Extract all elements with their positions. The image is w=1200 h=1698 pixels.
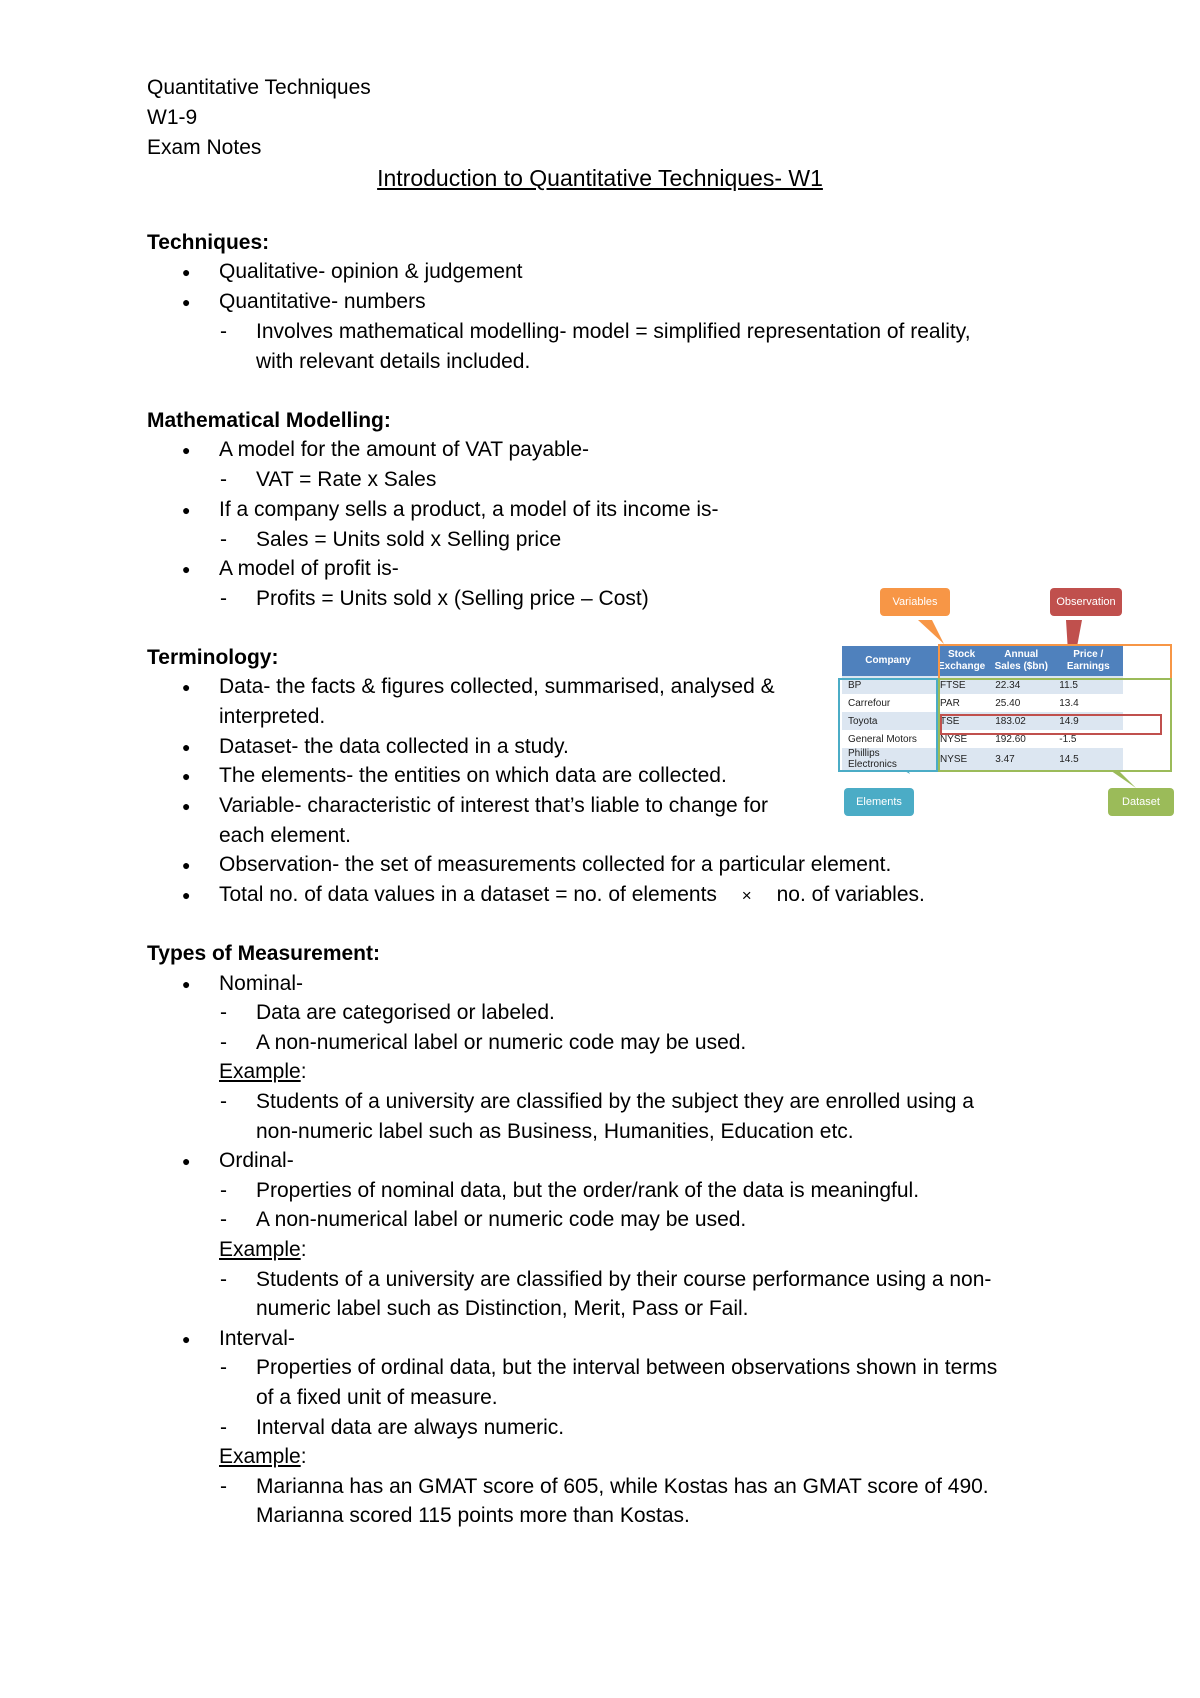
- table-cell: Toyota: [842, 712, 934, 730]
- variables-highlight: [938, 644, 1172, 680]
- column-header: Company: [842, 646, 934, 676]
- sub-item: - Sales = Units sold x Selling price: [256, 525, 561, 555]
- sub-item: - Students of a university are classified by the subject they are enrolled using a: [256, 1087, 974, 1117]
- list-item-continuation: interpreted.: [219, 705, 326, 728]
- multiply-symbol: ×: [741, 886, 752, 905]
- table-cell: NYSE: [934, 730, 989, 748]
- sub-item: - A non-numerical label or numeric code may be used.: [256, 1028, 746, 1058]
- table-cell: Phillips Electronics: [842, 748, 934, 770]
- dataset-callout: Dataset: [1108, 788, 1174, 816]
- column-header: Annual Sales ($bn): [989, 646, 1053, 676]
- example-label: [219, 1442, 307, 1472]
- example-word: Example: [219, 1445, 301, 1468]
- sub-item: - Profits = Units sold x (Selling price – Cost): [256, 584, 649, 614]
- list-item: ● Qualitative- opinion & judgement: [219, 257, 523, 287]
- sub-item-continuation: numeric label such as Distinction, Merit, Pass or Fail.: [256, 1297, 749, 1320]
- observation-highlight: [940, 714, 1162, 735]
- list-item: ● Dataset- the data collected in a study.: [219, 732, 569, 762]
- list-item: ● A model of profit is-: [219, 554, 399, 584]
- sub-item: - Data are categorised or labeled.: [256, 998, 555, 1028]
- sub-item: - A non-numerical label or numeric code may be used.: [256, 1205, 746, 1235]
- list-item: ● If a company sells a product, a model of its income is-: [219, 495, 719, 525]
- elements-callout: Elements: [844, 788, 914, 816]
- list-item: ● Observation- the set of measurements collected for a particular element.: [219, 850, 891, 880]
- sub-item: - Properties of nominal data, but the order/rank of the data is meaningful.: [256, 1176, 919, 1206]
- table-cell: 183.02: [989, 712, 1053, 730]
- list-item-continuation: each element.: [219, 824, 351, 847]
- sub-item: - Properties of ordinal data, but the interval between observations shown in terms: [256, 1353, 997, 1383]
- list-item: ● Ordinal-: [219, 1146, 294, 1176]
- table-cell: Carrefour: [842, 694, 934, 712]
- table-cell: 25.40: [989, 694, 1053, 712]
- course-name: Quantitative Techniques: [147, 76, 371, 99]
- list-item: [219, 880, 925, 911]
- sub-item: - Marianna has an GMAT score of 605, while Kostas has an GMAT score of 490.: [256, 1472, 989, 1502]
- example-label: [219, 1057, 307, 1087]
- techniques-heading: Techniques:: [147, 231, 270, 254]
- table-cell: 11.5: [1053, 676, 1123, 694]
- example-colon: :: [300, 1238, 307, 1261]
- variables-callout: Variables: [880, 588, 950, 616]
- list-item: ● Nominal-: [219, 969, 303, 999]
- list-item: ● The elements- the entities on which data are collected.: [219, 761, 727, 791]
- dataset-diagram: [836, 588, 1180, 828]
- table-cell: General Motors: [842, 730, 934, 748]
- sub-item-continuation: of a fixed unit of measure.: [256, 1386, 498, 1409]
- sub-item-continuation: non-numeric label such as Business, Humanities, Education etc.: [256, 1120, 854, 1143]
- table-cell: 14.9: [1053, 712, 1123, 730]
- sub-item-continuation: Marianna scored 115 points more than Kostas.: [256, 1504, 690, 1527]
- table-cell: 14.5: [1053, 748, 1123, 770]
- list-item: ● A model for the amount of VAT payable-: [219, 435, 589, 465]
- list-item: ● Variable- characteristic of interest that’s liable to change for: [219, 791, 768, 821]
- column-header: Stock Exchange: [934, 646, 989, 676]
- example-word: Example: [219, 1060, 301, 1083]
- table-cell: 192.60: [989, 730, 1053, 748]
- variables-pointer: [918, 620, 944, 644]
- doc-type-label: Exam Notes: [147, 136, 262, 159]
- modelling-heading: Mathematical Modelling:: [147, 409, 391, 432]
- table-cell: 3.47: [989, 748, 1053, 770]
- table-cell: 22.34: [989, 676, 1053, 694]
- table-cell: BP: [842, 676, 934, 694]
- table-cell: -1.5: [1053, 730, 1123, 748]
- sub-item: - Students of a university are classified by their course performance using a non-: [256, 1265, 991, 1295]
- example-label: [219, 1235, 307, 1265]
- weeks-label: W1-9: [147, 106, 198, 129]
- table-cell: PAR: [934, 694, 989, 712]
- table-cell: 13.4: [1053, 694, 1123, 712]
- sub-item: - VAT = Rate x Sales: [256, 465, 436, 495]
- terminology-heading: Terminology:: [147, 646, 279, 669]
- example-colon: :: [300, 1060, 307, 1083]
- list-item: ● Quantitative- numbers: [219, 287, 426, 317]
- list-item: ● Interval-: [219, 1324, 295, 1354]
- table-cell: TSE: [934, 712, 989, 730]
- sub-item: - Interval data are always numeric.: [256, 1413, 564, 1443]
- list-item: ● Data- the facts & figures collected, summarised, analysed &: [219, 672, 775, 702]
- page-title: Introduction to Quantitative Techniques- W1: [377, 165, 823, 191]
- table-cell: FTSE: [934, 676, 989, 694]
- elements-highlight: [838, 678, 938, 772]
- measurement-heading: Types of Measurement:: [147, 942, 380, 965]
- total-values-text: Total no. of data values in a dataset = no. of elements: [219, 883, 717, 906]
- total-values-text-end: no. of variables.: [776, 883, 925, 906]
- table-cell: NYSE: [934, 748, 989, 770]
- sub-item: - Involves mathematical modelling- model = simplified representation of reality,: [256, 317, 971, 347]
- example-word: Example: [219, 1238, 301, 1261]
- column-header: Price / Earnings: [1053, 646, 1123, 676]
- sub-item-continuation: with relevant details included.: [256, 350, 531, 373]
- observation-callout: Observation: [1050, 588, 1122, 616]
- example-colon: :: [300, 1445, 307, 1468]
